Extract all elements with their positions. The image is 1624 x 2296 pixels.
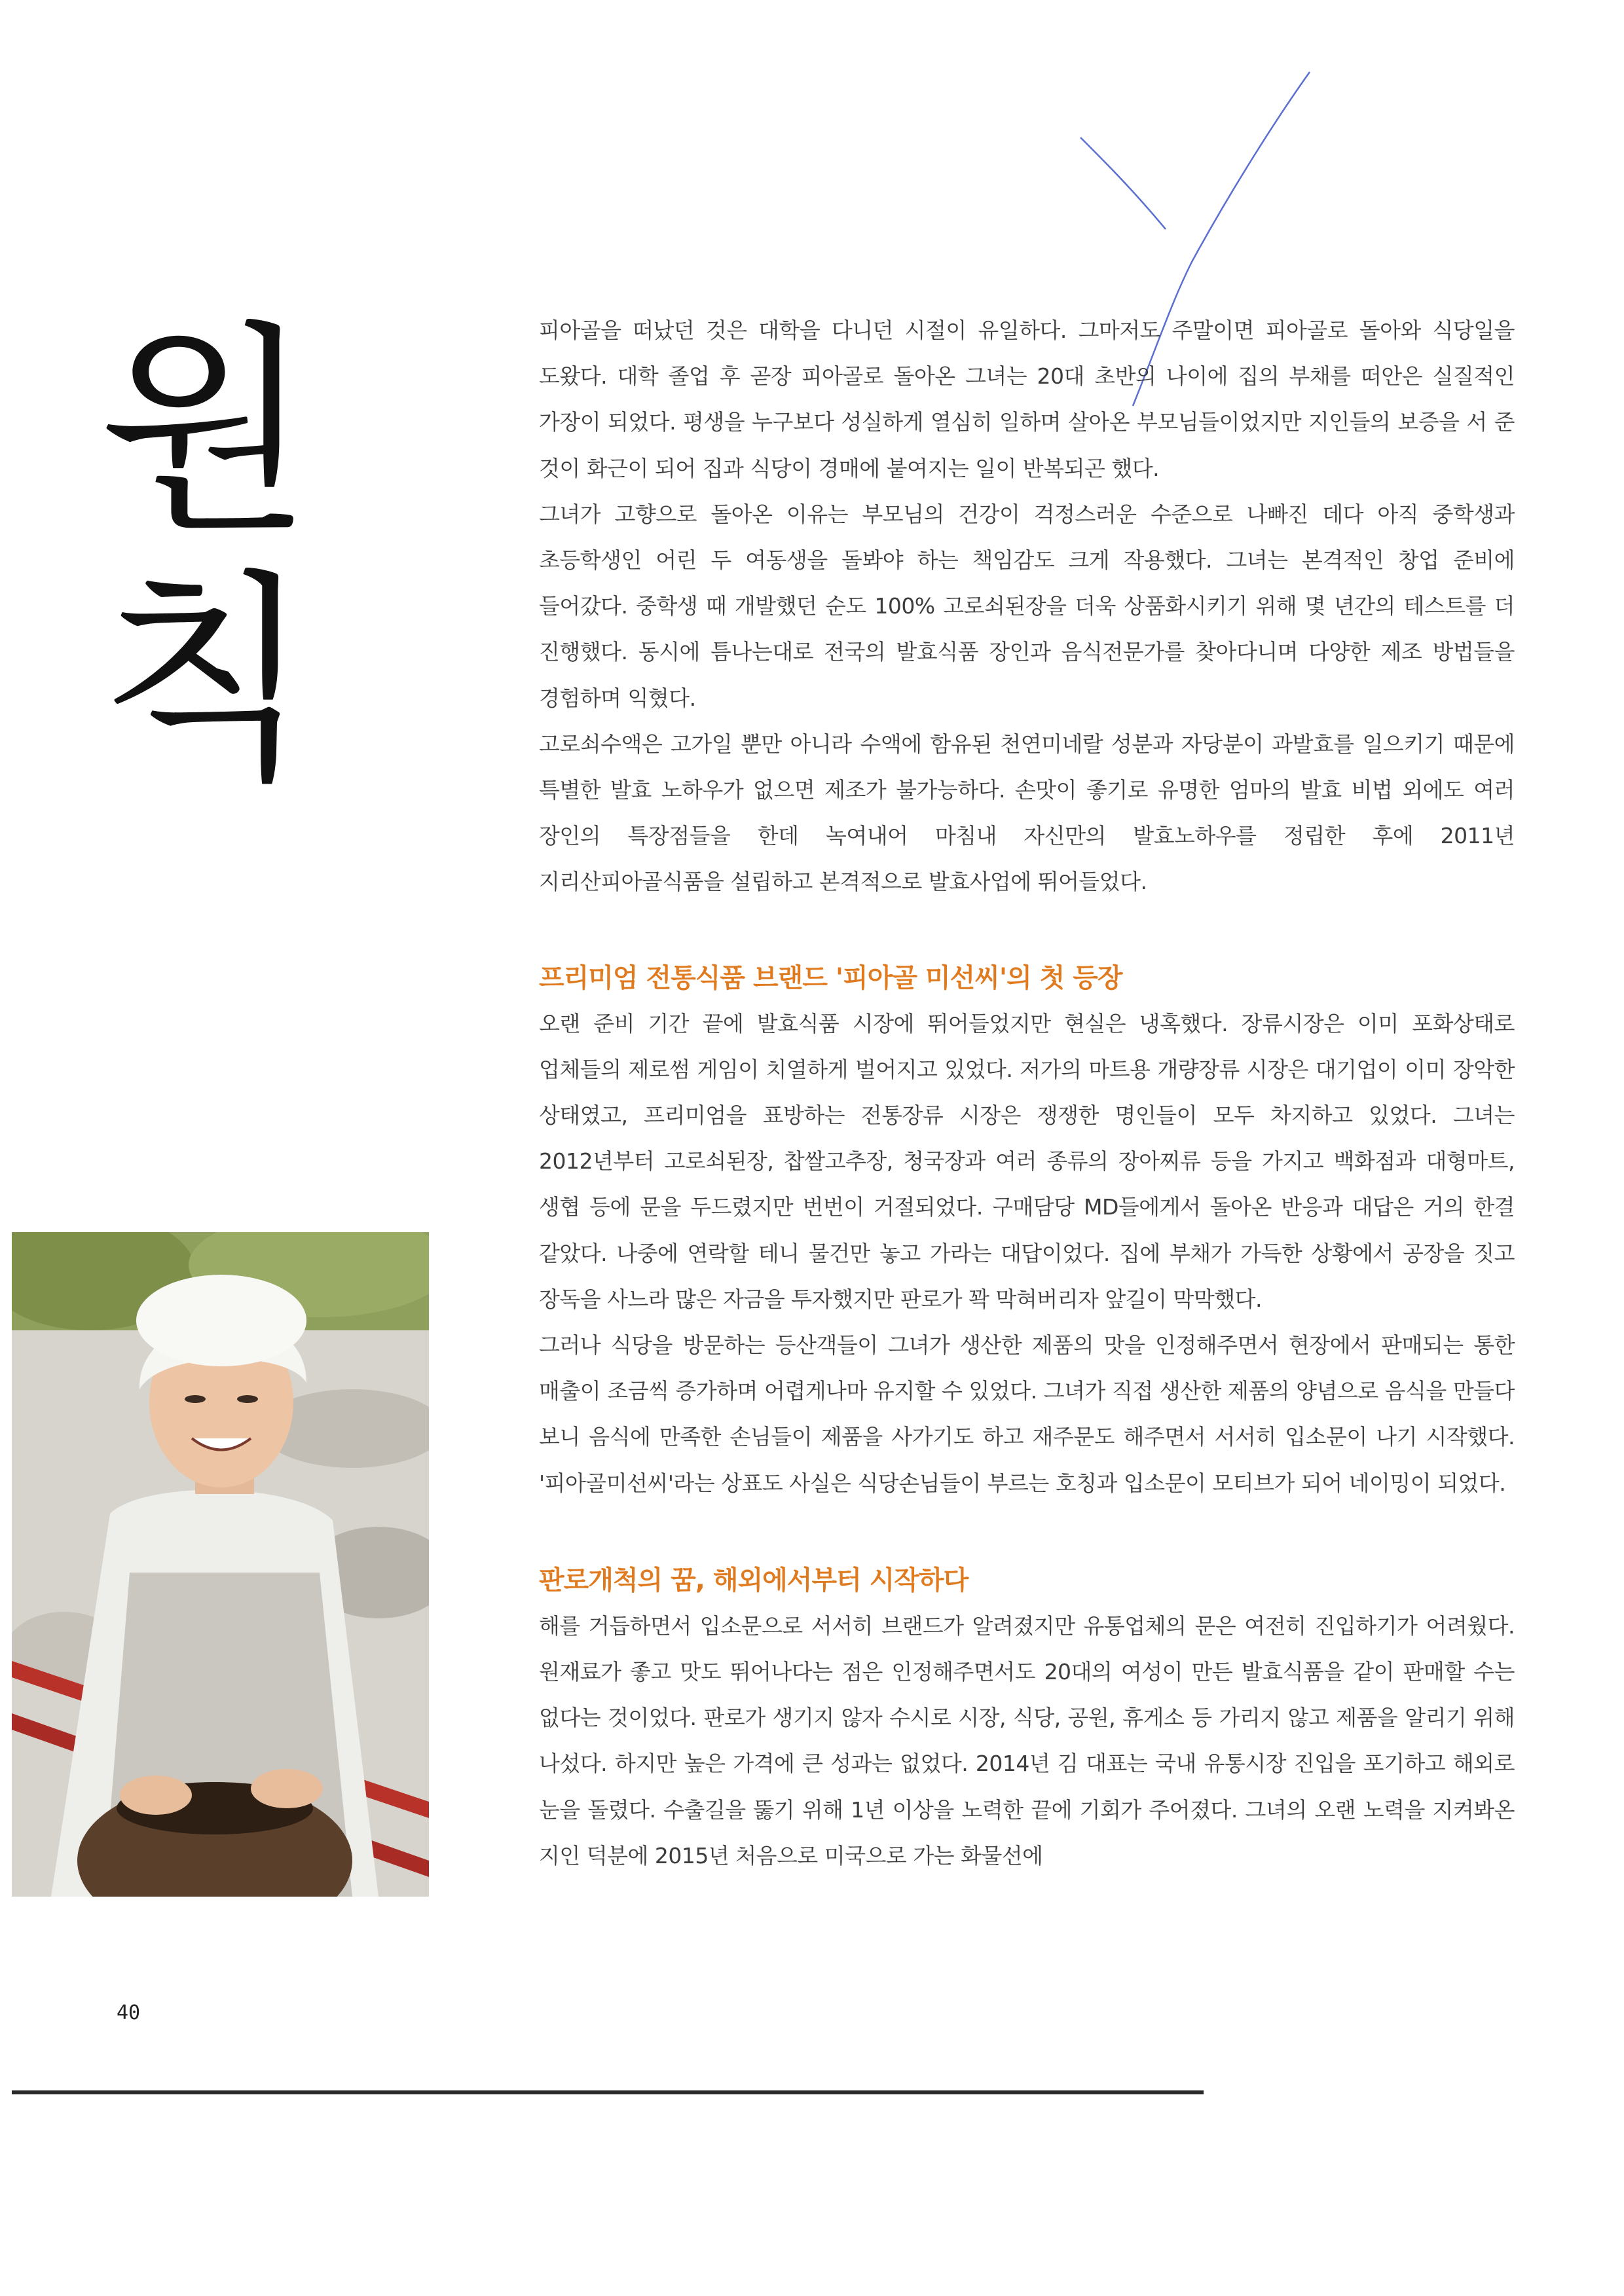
photo-illustration bbox=[12, 1232, 429, 1897]
intro-paragraph-2: 그녀가 고향으로 돌아온 이유는 부모님의 건강이 걱정스러운 수준으로 나빠진 데다 아직 중학생과 초등학생인 어린 두 여동생을 돌봐야 하는 책임감도 크게 작용했다. 그녀는 본격적인 창업 준비에 들어갔다. 중학생 때 개발했던 순도 100% 고로쇠된장을 더욱 상품화시키기 위해 몇 년간의 테스트를 더 진행했다. 동시에 틈나는대로 전국의 발효식품 장인과 음식전문가를 찾아다니며 다양한 제조 방법들을 경험하며 익혔다. bbox=[539, 501, 1515, 711]
intro-paragraph-1: 피아골을 떠났던 것은 대학을 다니던 시절이 유일하다. 그마저도 주말이면 피아골로 돌아와 식당일을 도왔다. 대학 졸업 후 곧장 피아골로 돌아온 그녀는 20대 초반의 나이에 집의 부채를 떠안은 실질적인 가장이 되었다. 평생을 누구보다 성실하게 열심히 일하며 살아온 부모님들이었지만 지인들의 보증을 서 준 것이 화근이 되어 집과 식당이 경매에 붙여지는 일이 반복되곤 했다. bbox=[539, 318, 1515, 481]
portrait-photo bbox=[12, 1232, 429, 1897]
section-heading-1: 프리미엄 전통식품 브랜드 '피아골 미선씨'의 첫 등장 bbox=[539, 962, 1122, 993]
page-title bbox=[98, 302, 334, 811]
section2-paragraph-1: 해를 거듭하면서 입소문으로 서서히 브랜드가 알려졌지만 유통업체의 문은 여전히 진입하기가 어려웠다. 원재료가 좋고 맛도 뛰어나다는 점은 인정해주면서도 20대의 여성이 만든 발효식품을 같이 판매할 수는 없다는 것이었다. 판로가 생기지 않자 수시로 시장, 식당, 공원, 휴게소 등 가리지 않고 제품을 알리기 위해 나섰다. 하지만 높은 가격에 큰 성과는 없었다. 2014년 김 대표는 국내 유통시장 진입을 포기하고 해외로 눈을 돌렸다. 수출길을 뚫기 위해 1년 이상을 노력한 끝에 기회가 주어졌다. 그녀의 오랜 노력을 지켜봐온 지인 덕분에 2015년 처음으로 미국으로 가는 화물선에 bbox=[539, 1613, 1515, 1868]
title-char-1: 원 bbox=[98, 302, 314, 562]
bottom-divider bbox=[12, 2090, 1204, 2094]
section-heading-2: 판로개척의 꿈, 해외에서부터 시작하다 bbox=[539, 1565, 969, 1595]
title-char-2: 칙 bbox=[98, 551, 314, 811]
section1-paragraph-2: 그러나 식당을 방문하는 등산객들이 그녀가 생산한 제품의 맛을 인정해주면서 현장에서 판매되는 통한 매출이 조금씩 증가하며 어렵게나마 유지할 수 있었다. 그녀가 직접 생산한 제품의 양념으로 음식을 만들다 보니 음식에 만족한 손님들이 제품을 사가기도 하고 재주문도 해주면서 서서히 입소문이 나기 시작했다. '피아골미선씨'라는 상표도 사실은 식당손님들이 부르는 호칭과 입소문이 모티브가 되어 네이밍이 되었다. bbox=[539, 1332, 1515, 1496]
intro-paragraph-3: 고로쇠수액은 고가일 뿐만 아니라 수액에 함유된 천연미네랄 성분과 자당분이 과발효를 일으키기 때문에 특별한 발효 노하우가 없으면 제조가 불가능하다. 손맛이 좋기로 유명한 엄마의 발효 비법 외에도 여러 장인의 특장점들을 한데 녹여내어 마침내 자신만의 발효노하우를 정립한 후에 2011년 지리산피아골식품을 설립하고 본격적으로 발효사업에 뛰어들었다. bbox=[539, 731, 1515, 895]
section1-paragraph-1: 오랜 준비 기간 끝에 발효식품 시장에 뛰어들었지만 현실은 냉혹했다. 장류시장은 이미 포화상태로 업체들의 제로썸 게임이 치열하게 벌어지고 있었다. 저가의 마트용 개량장류 시장은 대기업이 이미 장악한 상태였고, 프리미엄을 표방하는 전통장류 시장은 쟁쟁한 명인들이 모두 차지하고 있었다. 그녀는 2012년부터 고로쇠된장, 찹쌀고추장, 청국장과 여러 종류의 장아찌류 등을 가지고 백화점과 대형마트, 생협 등에 문을 두드렸지만 번번이 거절되었다. 구매담당 MD들에게서 돌아온 반응과 대답은 거의 한결 같았다. 나중에 연락할 테니 물건만 놓고 가라는 대답이었다. 집에 부채가 가득한 상황에서 공장을 짓고 장독을 사느라 많은 자금을 투자했지만 판로가 꽉 막혀버리자 앞길이 막막했다. bbox=[539, 1010, 1515, 1312]
page-number: 40 bbox=[117, 2001, 141, 2024]
article-body bbox=[539, 308, 1515, 1879]
